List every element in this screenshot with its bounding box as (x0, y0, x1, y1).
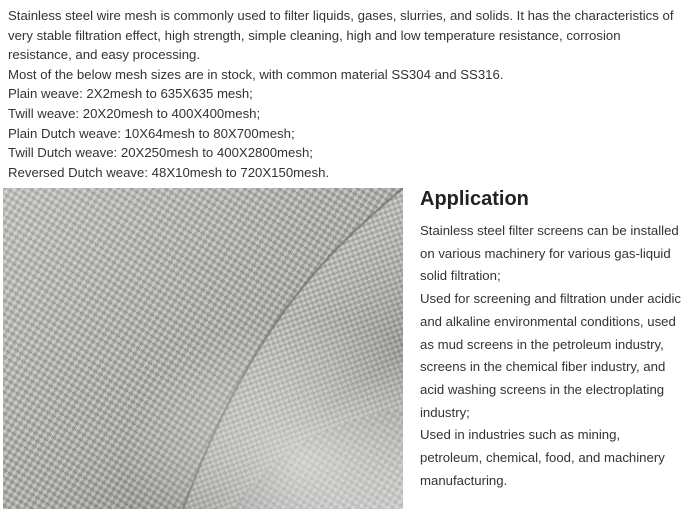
spec-plain-weave: Plain weave: 2X2mesh to 635X635 mesh; (8, 86, 253, 102)
application-text (420, 220, 682, 492)
spec-twill-dutch-weave: Twill Dutch weave: 20X250mesh to 400X2800mesh; (8, 145, 313, 161)
application-paragraph-installation: Stainless steel filter screens can be installed on various machinery for various gas-liquid solid filtration; (420, 223, 679, 284)
intro-text (8, 6, 678, 182)
wire-mesh-photo (3, 188, 403, 509)
spec-plain-dutch-weave: Plain Dutch weave: 10X64mesh to 80X700mesh; (8, 125, 295, 141)
intro-stock-note: Most of the below mesh sizes are in stock, with common material SS304 and SS316. (8, 66, 504, 82)
intro-description: Stainless steel wire mesh is commonly used to filter liquids, gases, slurries, and solids. It has the characteristics of very stable filtration effect, high strength, simple cleaning, high and low temperature resistance, corrosion resistance, and easy processing. (8, 8, 674, 63)
spec-reversed-dutch-weave: Reversed Dutch weave: 48X10mesh to 720X150mesh. (8, 164, 330, 180)
application-heading: Application (420, 188, 529, 210)
application-paragraph-screening: Used for screening and filtration under acidic and alkaline environmental conditions, used as mud screens in the petroleum industry, screens in the chemical fiber industry, and acid washing screens in the electroplating industry; (420, 291, 681, 420)
application-paragraph-industries: Used in industries such as mining, petroleum, chemical, food, and machinery manufacturing. (420, 427, 665, 488)
spec-twill-weave: Twill weave: 20X20mesh to 400X400mesh; (8, 105, 261, 121)
